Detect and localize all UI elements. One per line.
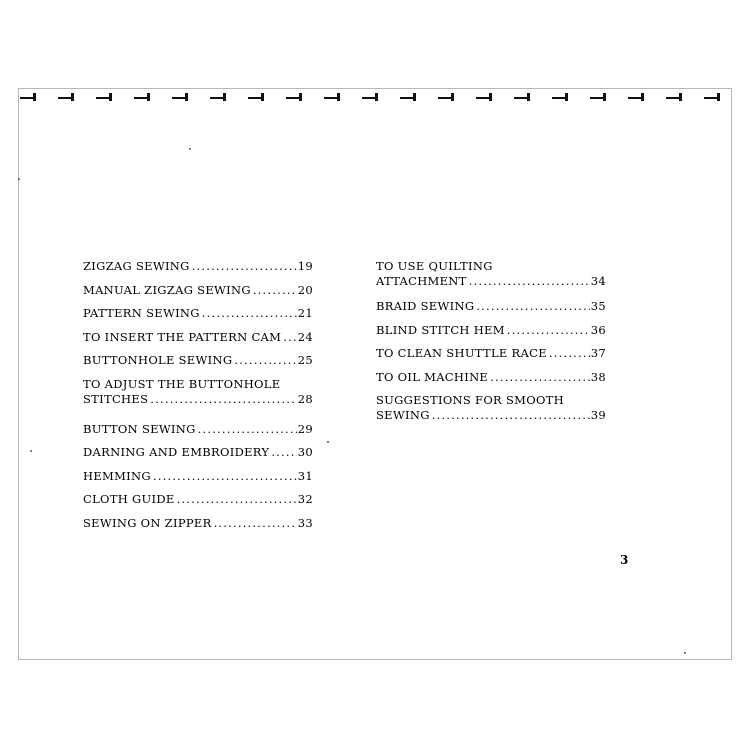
toc-entry-label: ATTACHMENT: [376, 274, 467, 288]
dot-leader: [507, 323, 590, 338]
dot-leader: [476, 299, 589, 314]
binding-tab-icon: [514, 93, 534, 102]
toc-entry-label: BLIND STITCH HEM: [376, 322, 505, 337]
scan-speck: [189, 148, 191, 150]
binding-tab-icon: [400, 93, 420, 102]
binding-tab-icon: [628, 93, 648, 102]
toc-entry-label: TO CLEAN SHUTTLE RACE: [376, 346, 547, 360]
toc-entry: [376, 370, 606, 394]
binding-tab-icon: [590, 93, 610, 102]
binding-tab-icon: [248, 93, 268, 102]
toc-entry: [83, 353, 313, 377]
spiral-binding: [20, 93, 732, 107]
contents-right-column: [376, 259, 606, 433]
binding-tab-icon: [362, 93, 382, 102]
toc-entry-page: 37: [590, 346, 606, 360]
dot-leader: [490, 370, 590, 385]
dot-leader: [271, 445, 296, 460]
dot-leader: [283, 330, 297, 345]
toc-entry: [83, 377, 313, 422]
dot-leader: [177, 492, 297, 507]
toc-entry-label: CLOTH GUIDE: [83, 492, 175, 506]
dot-leader: [153, 469, 297, 484]
scan-speck: [30, 450, 32, 452]
toc-entry-page: 30: [297, 445, 313, 459]
dot-leader: [202, 306, 297, 321]
toc-entry-page: 24: [297, 329, 313, 344]
dot-leader: [469, 274, 590, 289]
toc-entry: [83, 306, 313, 330]
dot-leader: [234, 353, 296, 368]
dot-leader: [432, 408, 590, 423]
toc-entry-label-line1: TO ADJUST THE BUTTONHOLE: [83, 376, 281, 391]
toc-entry-label: SEWING: [376, 408, 430, 422]
dot-leader: [214, 516, 297, 531]
toc-entry-label: MANUAL ZIGZAG SEWING: [83, 282, 251, 297]
toc-entry-label: SEWING ON ZIPPER: [83, 515, 212, 530]
toc-entry-page: 33: [297, 515, 313, 530]
toc-entry-page: 34: [590, 274, 606, 288]
toc-entry-page: 31: [297, 468, 313, 483]
binding-tab-icon: [172, 93, 192, 102]
toc-entry-label-line1: SUGGESTIONS FOR SMOOTH: [376, 393, 564, 407]
toc-entry-label: STITCHES: [83, 391, 149, 406]
toc-entry: [83, 259, 313, 283]
binding-tab-icon: [552, 93, 572, 102]
dot-leader: [253, 283, 297, 298]
binding-tab-icon: [438, 93, 458, 102]
toc-entry-page: 29: [297, 421, 313, 436]
toc-entry-page: 21: [297, 306, 313, 320]
binding-tab-icon: [666, 93, 686, 102]
toc-entry: [83, 516, 313, 540]
toc-entry: [83, 283, 313, 307]
toc-entry-label-line1: TO USE QUILTING: [376, 259, 493, 273]
toc-entry-label: BRAID SEWING: [376, 299, 475, 313]
dot-leader: [549, 346, 590, 361]
toc-entry: [83, 492, 313, 516]
toc-entry-page: 20: [297, 282, 313, 297]
toc-entry-label: BUTTON SEWING: [83, 421, 196, 436]
binding-tab-icon: [704, 93, 724, 102]
toc-entry-page: 35: [590, 299, 606, 313]
toc-entry: [83, 445, 313, 469]
toc-entry-label: PATTERN SEWING: [83, 306, 200, 320]
contents-left-column: [83, 259, 313, 539]
toc-entry-label: TO OIL MACHINE: [376, 369, 489, 384]
binding-tab-icon: [134, 93, 154, 102]
toc-entry-label: TO INSERT THE PATTERN CAM: [83, 329, 282, 344]
scan-speck: [684, 652, 686, 654]
toc-entry-page: 36: [590, 322, 606, 337]
toc-entry: [376, 346, 606, 370]
toc-entry-page: 25: [297, 353, 313, 367]
toc-entry-label: DARNING AND EMBROIDERY: [83, 445, 270, 459]
toc-entry: [376, 323, 606, 347]
toc-entry-label: HEMMING: [83, 468, 151, 483]
binding-tab-icon: [286, 93, 306, 102]
toc-entry: [83, 469, 313, 493]
toc-entry-label: ZIGZAG SEWING: [83, 259, 190, 273]
toc-entry: [83, 330, 313, 354]
toc-entry-page: 39: [590, 408, 606, 422]
binding-tab-icon: [324, 93, 344, 102]
toc-entry-page: 28: [297, 391, 313, 406]
dot-leader: [198, 422, 297, 437]
toc-entry-page: 32: [297, 492, 313, 506]
toc-entry-page: 38: [590, 369, 606, 384]
toc-entry-page: 19: [297, 259, 313, 273]
binding-tab-icon: [20, 93, 40, 102]
dot-leader: [192, 259, 297, 274]
binding-tab-icon: [58, 93, 78, 102]
toc-entry: [376, 393, 606, 433]
scan-speck: [327, 441, 329, 443]
binding-tab-icon: [476, 93, 496, 102]
toc-entry-label: BUTTONHOLE SEWING: [83, 353, 233, 367]
page-number: 3: [620, 553, 629, 567]
toc-entry: [376, 259, 606, 299]
binding-tab-icon: [96, 93, 116, 102]
toc-entry: [376, 299, 606, 323]
toc-entry: [83, 422, 313, 446]
dot-leader: [150, 392, 297, 407]
scan-speck: [18, 178, 20, 180]
binding-tab-icon: [210, 93, 230, 102]
